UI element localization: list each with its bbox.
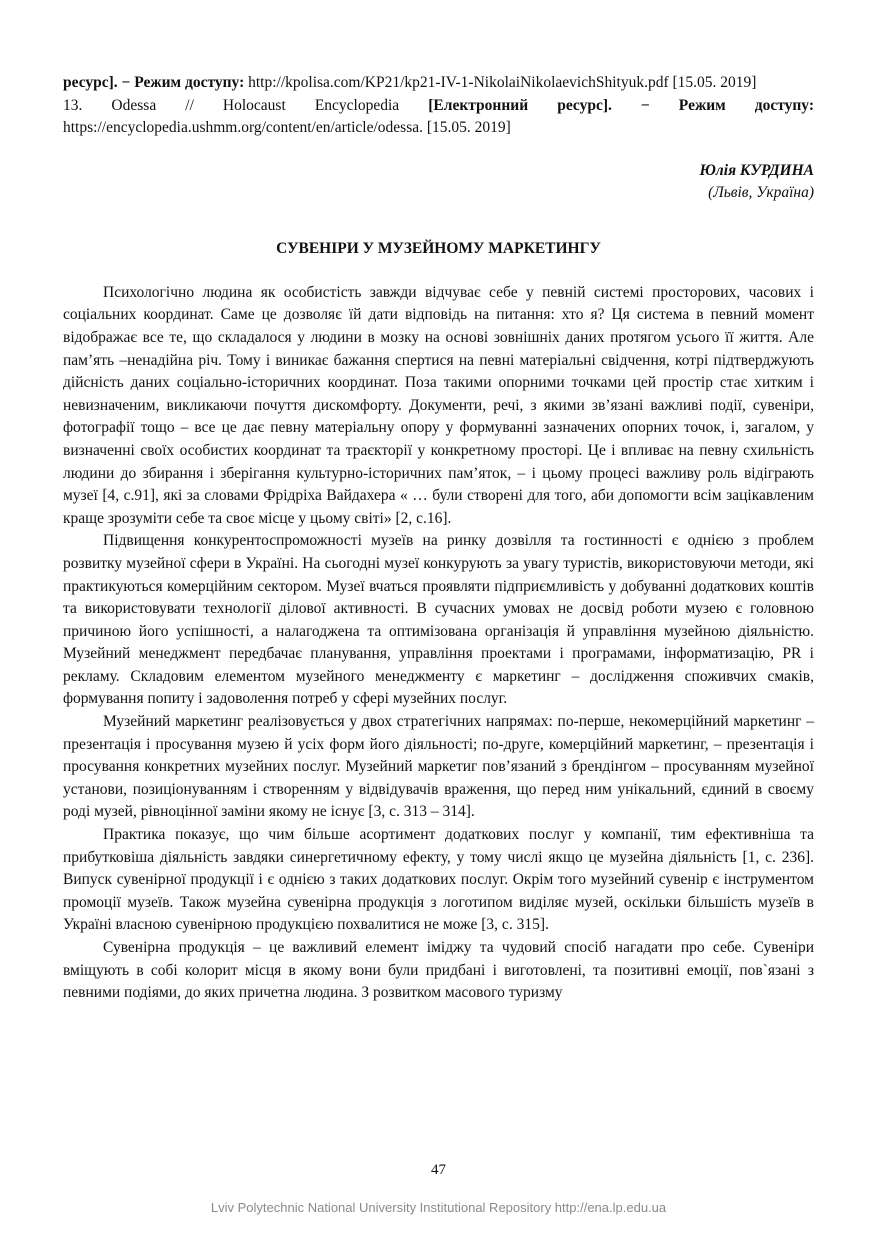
page-content	[63, 72, 814, 1005]
repository-footer: Lviv Polytechnic National University Institutional Repository http://ena.lp.edu.ua	[210, 1200, 667, 1215]
reference-13-line-1	[63, 95, 814, 118]
reference-bold-text: [Електронний ресурс]. − Режим доступу:	[428, 96, 815, 114]
reference-text: 13. Odessa // Holocaust Encyclopedia	[63, 96, 429, 114]
body-paragraph: Підвищення конкурентоспроможності музеїв на ринку дозвілля та гостинності є однією з проблем розвитку музейної сфери в Україні. На сьогодні музеї конкурують за увагу туристів, використовуючи методи, які практикуються комерційним сектором. Музеї вчаться проявляти підприємливість у добуванні додаткових коштів та використовувати технології ділової активності. В сучасних умовах не досвід роботи музею є головною причиною його успішності, а налагоджена та оптимізована організація й управління музейною діяльністю. Музейний менеджмент передбачає планування, управління проектами і програмами, інформатизацію, PR і рекламу. Складовим елементом музейного менеджменту є маркетинг – дослідження споживчих смаків, формування попиту і задоволення потреб у сфері музейних послуг.	[63, 532, 814, 708]
article-title: СУВЕНІРИ У МУЗЕЙНОМУ МАРКЕТИНГУ	[276, 239, 601, 257]
reference-text: http://kpolisa.com/KP21/kp21-IV-1-NikolaiNikolaevichShityuk.pdf [15.05. 2019]	[244, 74, 757, 91]
body-paragraph: Психологічно людина як особистість завжди відчуває себе у певній системі просторових, часових і соціальних координат. Саме це дозволяє їй дати відповідь на питання: хто я? Ця система в певний момент відображає все те, що складалося у людини в мозку на основі зовнішніх даних протягом усього її життя. Але пам’ять –ненадійна річ. Тому і виникає бажання спертися на певні матеріальні свідчення, котрі підтверджують дійсність даних соціально-історичних координат. Поза такими опорними точками цей простір стає хитким і невизначеним, викликаючи почуття дискомфорту. Документи, речі, з якими зв’язані важливі події, сувеніри, фотографії тощо – все це дає певну матеріальну опору у формуванні зазначених опорних точок, і, загалом, у визначенні своїх особистих координат та траєкторії у конкретному просторі. Це і впливає на певну схильність людини до збирання і зберігання культурно-історичних пам’яток, – і цьому процесі важливу роль відіграють музеї [4, с.91], які за словами Фрідріха Вайдахера « … були створені для того, аби допомогти всім зацікавленим краще зрозуміти себе та своє місце у цьому світі» [2, с.16].	[63, 283, 814, 527]
reference-12-continuation	[63, 72, 814, 95]
reference-13-line-2: https://encyclopedia.ushmm.org/content/en/article/odessa. [15.05. 2019]	[63, 119, 511, 137]
body-paragraph: Сувенірна продукція – це важливий елемент іміджу та чудовий спосіб нагадати про себе. Сувеніри вміщують в собі колорит місця в якому вони були придбані і виготовлені, та позитивні емоції, пов`язані з певними подіями, до яких причетна людина. З розвитком масового туризму	[63, 939, 814, 1002]
author-block	[63, 160, 814, 204]
body-paragraph: Практика показує, що чим більше асортимент додаткових послуг у компанії, тим ефективніша та прибутковіша діяльність завдяки синергетичному ефекту, у тому числі якщо це музейна діяльність [1, с. 236]. Випуск сувенірної продукції і є однією з таких додаткових послуг. Окрім того музейний сувенір є інструментом промоції музеїв. Також музейна сувенірна продукція з логотипом виділяє музей, оскільки більшість музеїв в Україні власною сувенірною продукцією похвалитися не може [3, с. 315].	[63, 826, 814, 934]
reference-bold-prefix: ресурс]. − Режим доступу:	[63, 74, 245, 91]
body-paragraph: Музейний маркетинг реалізовується у двох стратегічних напрямах: по-перше, некомерційний маркетинг – презентація і просування музею й усіх форм його діяльності; по-друге, комерційний маркетинг, – презентація і просування конкретних музейних послуг. Музейний маркетиг пов’язаний з брендінгом – просуванням музейної установи, позиціонуванням і створенням у відвідувачів враження, що перед ним унікальний, єдиний в своєму роді музей, рівноцінної заміни якому не існує [3, с. 313 – 314].	[63, 713, 814, 821]
page-number: 47	[431, 1162, 446, 1178]
author-location: (Львів, Україна)	[708, 183, 814, 201]
author-name: Юлія КУРДИНА	[699, 161, 814, 179]
